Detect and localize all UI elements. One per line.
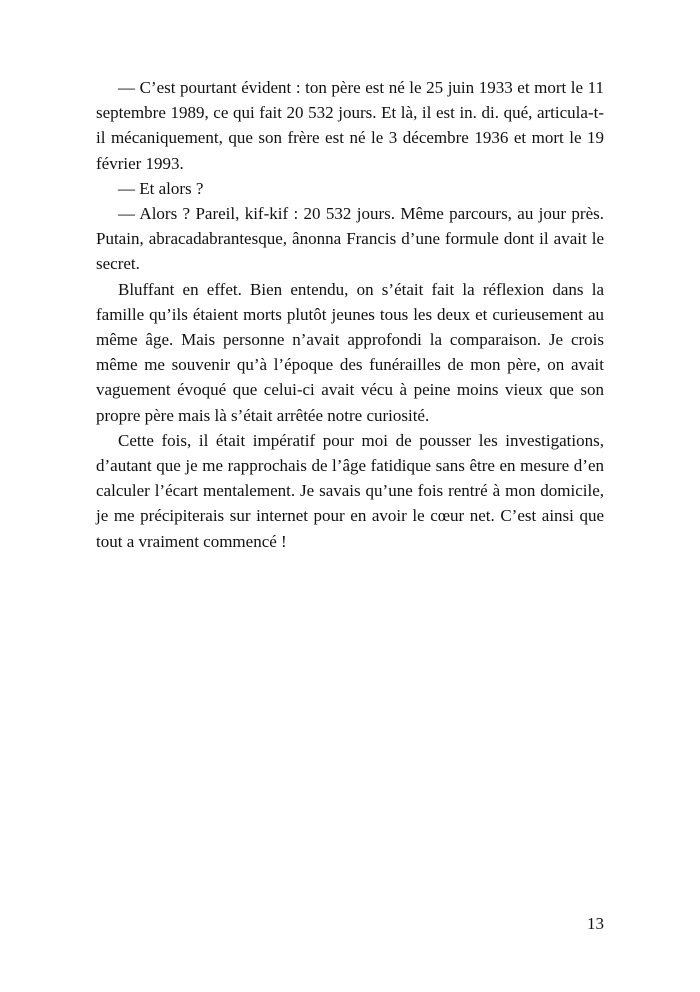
body-text <box>96 75 604 554</box>
paragraph-bluffant: Bluffant en effet. Bien entendu, on s’était fait la réflexion dans la famille qu’ils étaient morts plutôt jeunes tous les deux et curieusement au même âge. Mais personne n’avait approfondi la comparaison. Je crois même me souvenir qu’à l’époque des funérailles de mon père, on avait vaguement évoqué que celui-ci avait vécu à peine moins vieux que son propre père mais là s’était arrêtée notre curiosité. <box>96 279 604 425</box>
page-number: 13 <box>587 914 604 933</box>
paragraph-dialogue-dates: — C’est pourtant évident : ton père est né le 25 juin 1933 et mort le 11 septembre 1989, ce qui fait 20 532 jours. Et là, il est in. di. qué, articula-t-il mécaniquement, que son frère est né le 3 décembre 1936 et mort le 19 février 1993. <box>96 78 604 173</box>
paragraph-cette-fois: Cette fois, il était impératif pour moi de pousser les investigations, d’autant que je me rapprochais de l’âge fatidique sans être en mesure d’en calculer l’écart mentalement. Je savais qu’une fois rentré à mon domicile, je me précipiterais sur internet pour en avoir le cœur net. C’est ainsi que tout a vraiment commencé ! <box>96 430 604 551</box>
paragraph-et-alors: — Et alors ? <box>118 178 204 198</box>
paragraph-alors-pareil: — Alors ? Pareil, kif-kif : 20 532 jours. Même parcours, au jour près. Putain, abracadabrantesque, ânonna Francis d’une formule dont il avait le secret. <box>96 204 604 274</box>
